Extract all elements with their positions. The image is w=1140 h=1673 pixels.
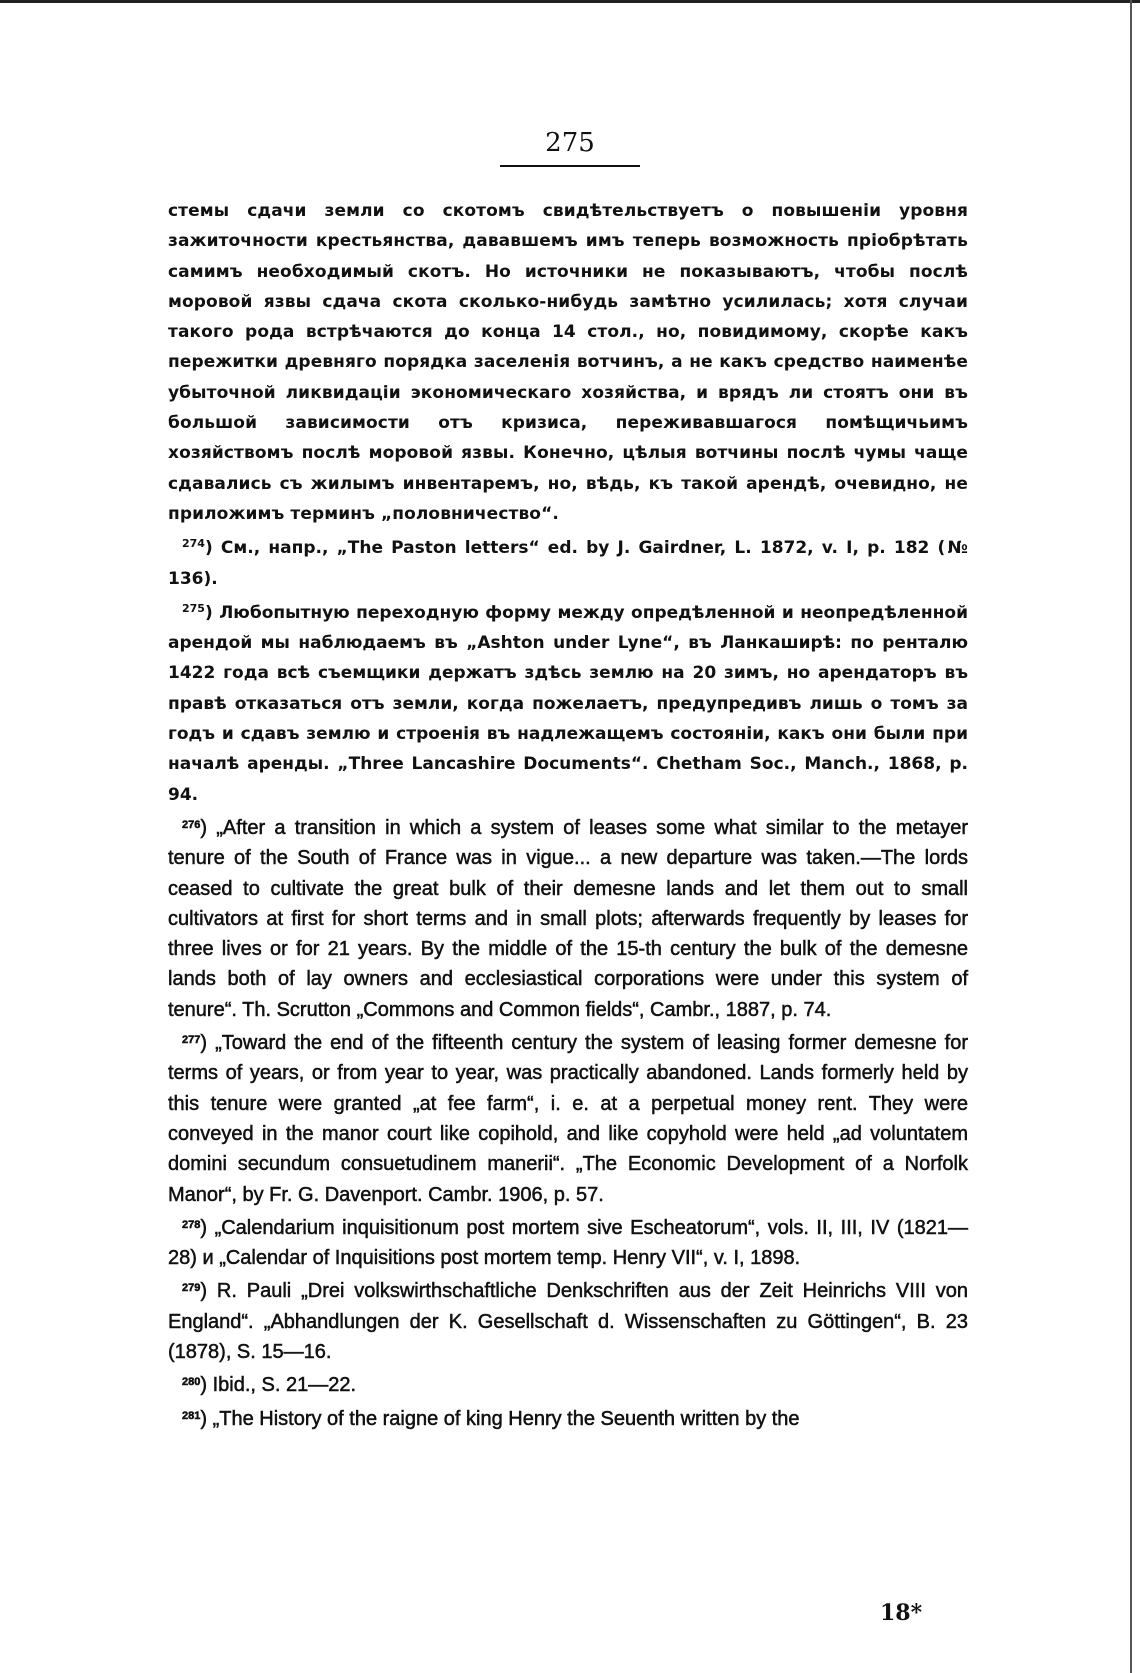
page-body: [168, 196, 968, 1434]
scan-right-edge: [1130, 0, 1132, 1673]
footnote-281: $^{281}$) „The History of the raigne of king Henry the Seuenth written by the: [182, 1407, 800, 1430]
page-number: 275: [545, 128, 595, 158]
scan-top-edge: [0, 0, 1140, 3]
page-number-rule: [500, 165, 640, 167]
footnote-number: 281: [182, 1409, 201, 1422]
footnote-number: 279: [182, 1282, 201, 1295]
footnote-279: $^{279}$) R. Pauli „Drei volkswirthschaftliche Denkschriften aus der Zeit Heinrichs VIII von England“. „Abhandlungen der K. Gesellschaft d. Wissenschaften zu Göttingen“, B. 23 (1878), S. 15—16.: [168, 1280, 968, 1363]
footnote-280: $^{280}$) Ibid., S. 21—22.: [182, 1374, 356, 1397]
printer-signature-mark: 18*: [880, 1600, 923, 1626]
body-paragraph: стемы сдачи земли со скотомъ свидѣтельствуетъ о повышеніи уровня зажиточности крестьянства, дававшемъ имъ теперь возможность пріобрѣтать самимъ необходимый скотъ. Но источники не показываютъ, чтобы послѣ моровой язвы сдача скота сколько-нибудь замѣтно усилилась; хотя случаи такого рода встрѣчаются до конца 14 стол., но, повидимому, скорѣе какъ пережитки древняго порядка заселенія вотчинъ, а не какъ средство наименѣе убыточной ликвидаціи экономическаго хозяйства, и врядъ ли стоятъ они въ большой зависимости отъ кризиса, переживавшагося помѣщичьимъ хозяйствомъ послѣ моровой язвы. Конечно, цѣлыя вотчины послѣ чумы чаще сдавались съ жилымъ инвентаремъ, но, вѣдь, къ такой арендѣ, очевидно, не приложимъ терминъ „половничество“.: [168, 201, 968, 524]
footnote-text: Любопытную переходную форму между опредѣленной и неопредѣленной арендой мы наблюдаемъ въ „Ashton under Lyne“, въ Ланкаширѣ: по ренталю 1422 года всѣ съемщики держатъ здѣсь землю на 20 зимъ, но арендаторъ въ правѣ отказаться отъ земли, когда пожелаетъ, предупредивъ лишь о томъ за годъ и сдавъ землю и строенія въ надлежащемъ состояніи, какъ они были при началѣ аренды. „Three Lancashire Documents“. Chetham Soc., Manch., 1868, p. 94.: [168, 602, 968, 805]
footnote-276: $^{276}$) „After a transition in which a system of leases some what similar to the metayer tenure of the South of France was in vigue... a new departure was taken.—The lords ceased to cultivate the great bulk of their demesne lands and let them out to small cultivators at first for short terms and in small plots; afterwards frequently by leases for three lives or for 21 years. By the middle of the 15-th century the bulk of the demesne lands both of lay owners and ecclesiastical corporations were under this system of tenure“. Th. Scrutton „Commons and Common fields“, Cambr., 1887, p. 74.: [168, 816, 969, 1021]
footnote-number: 276: [182, 818, 201, 831]
footnote-number: 274: [182, 537, 205, 551]
footnote-text: „Toward the end of the fifteenth century the system of leasing former demesne for terms of years, or from year to year, was practically abandoned. Lands formerly held by this tenure were granted „at fee farm“, i. e. at a perpetual money rent. They were conveyed in the manor court like copihold, and like copyhold were held „ad voluntatem domini secundum consuetudinem manerii“. „The Economic Development of a Norfolk Manor“, by Fr. G. Davenport. Cambr. 1906, p. 57.: [168, 1032, 969, 1206]
footnote-number: 275: [182, 601, 205, 615]
footnote-text: Ibid., S. 21—22.: [212, 1374, 356, 1397]
footnote-278: $^{278}$) „Calendarium inquisitionum post mortem sive Escheatorum“, vols. II, III, IV (1821—28) и „Calendar of Inquisitions post mortem temp. Henry VII“, v. I, 1898.: [168, 1216, 968, 1270]
footnote-text: См., напр., „The Paston letters“ ed. by J. Gairdner, L. 1872, v. I, p. 182 (№ 136).: [168, 538, 968, 589]
footnote-number: 280: [182, 1376, 201, 1389]
footnote-275: $^{275}$) Любопытную переходную форму между опредѣленной и неопредѣленной арендой мы наблюдаемъ въ „Ashton under Lyne“, въ Ланкаширѣ: по ренталю 1422 года всѣ съемщики держатъ здѣсь землю на 20 зимъ, но арендаторъ въ правѣ отказаться отъ земли, когда пожелаетъ, предупредивъ лишь о томъ за годъ и сдавъ землю и строенія въ надлежащемъ состояніи, какъ они были при началѣ аренды. „Three Lancashire Documents“. Chetham Soc., Manch., 1868, p. 94.: [168, 601, 968, 805]
footnote-number: 278: [182, 1218, 201, 1231]
footnote-number: 277: [182, 1034, 201, 1047]
footnote-text: „The History of the raigne of king Henry the Seuenth written by the: [212, 1407, 800, 1430]
footnote-text: R. Pauli „Drei volkswirthschaftliche Denkschriften aus der Zeit Heinrichs VIII von England“. „Abhandlungen der K. Gesellschaft d. Wissenschaften zu Göttingen“, B. 23 (1878), S. 15—16.: [168, 1280, 968, 1363]
footnote-274: $^{274}$) См., напр., „The Paston letters“ ed. by J. Gairdner, L. 1872, v. I, p. 182 (№ 136).: [168, 537, 968, 589]
footnote-277: $^{277}$) „Toward the end of the fifteenth century the system of leasing former demesne for terms of years, or from year to year, was practically abandoned. Lands formerly held by this tenure were granted „at fee farm“, i. e. at a perpetual money rent. They were conveyed in the manor court like copihold, and like copyhold were held „ad voluntatem domini secundum consuetudinem manerii“. „The Economic Development of a Norfolk Manor“, by Fr. G. Davenport. Cambr. 1906, p. 57.: [168, 1032, 969, 1206]
footnote-text: „After a transition in which a system of leases some what similar to the metayer tenure of the South of France was in vigue... a new departure was taken.—The lords ceased to cultivate the great bulk of their demesne lands and let them out to small cultivators at first for short terms and in small plots; afterwards frequently by leases for three lives or for 21 years. By the middle of the 15-th century the bulk of the demesne lands both of lay owners and ecclesiastical corporations were under this system of tenure“. Th. Scrutton „Commons and Common fields“, Cambr., 1887, p. 74.: [168, 816, 969, 1021]
footnote-text: „Calendarium inquisitionum post mortem sive Escheatorum“, vols. II, III, IV (1821—28) и „Calendar of Inquisitions post mortem temp. Henry VII“, v. I, 1898.: [168, 1216, 968, 1270]
